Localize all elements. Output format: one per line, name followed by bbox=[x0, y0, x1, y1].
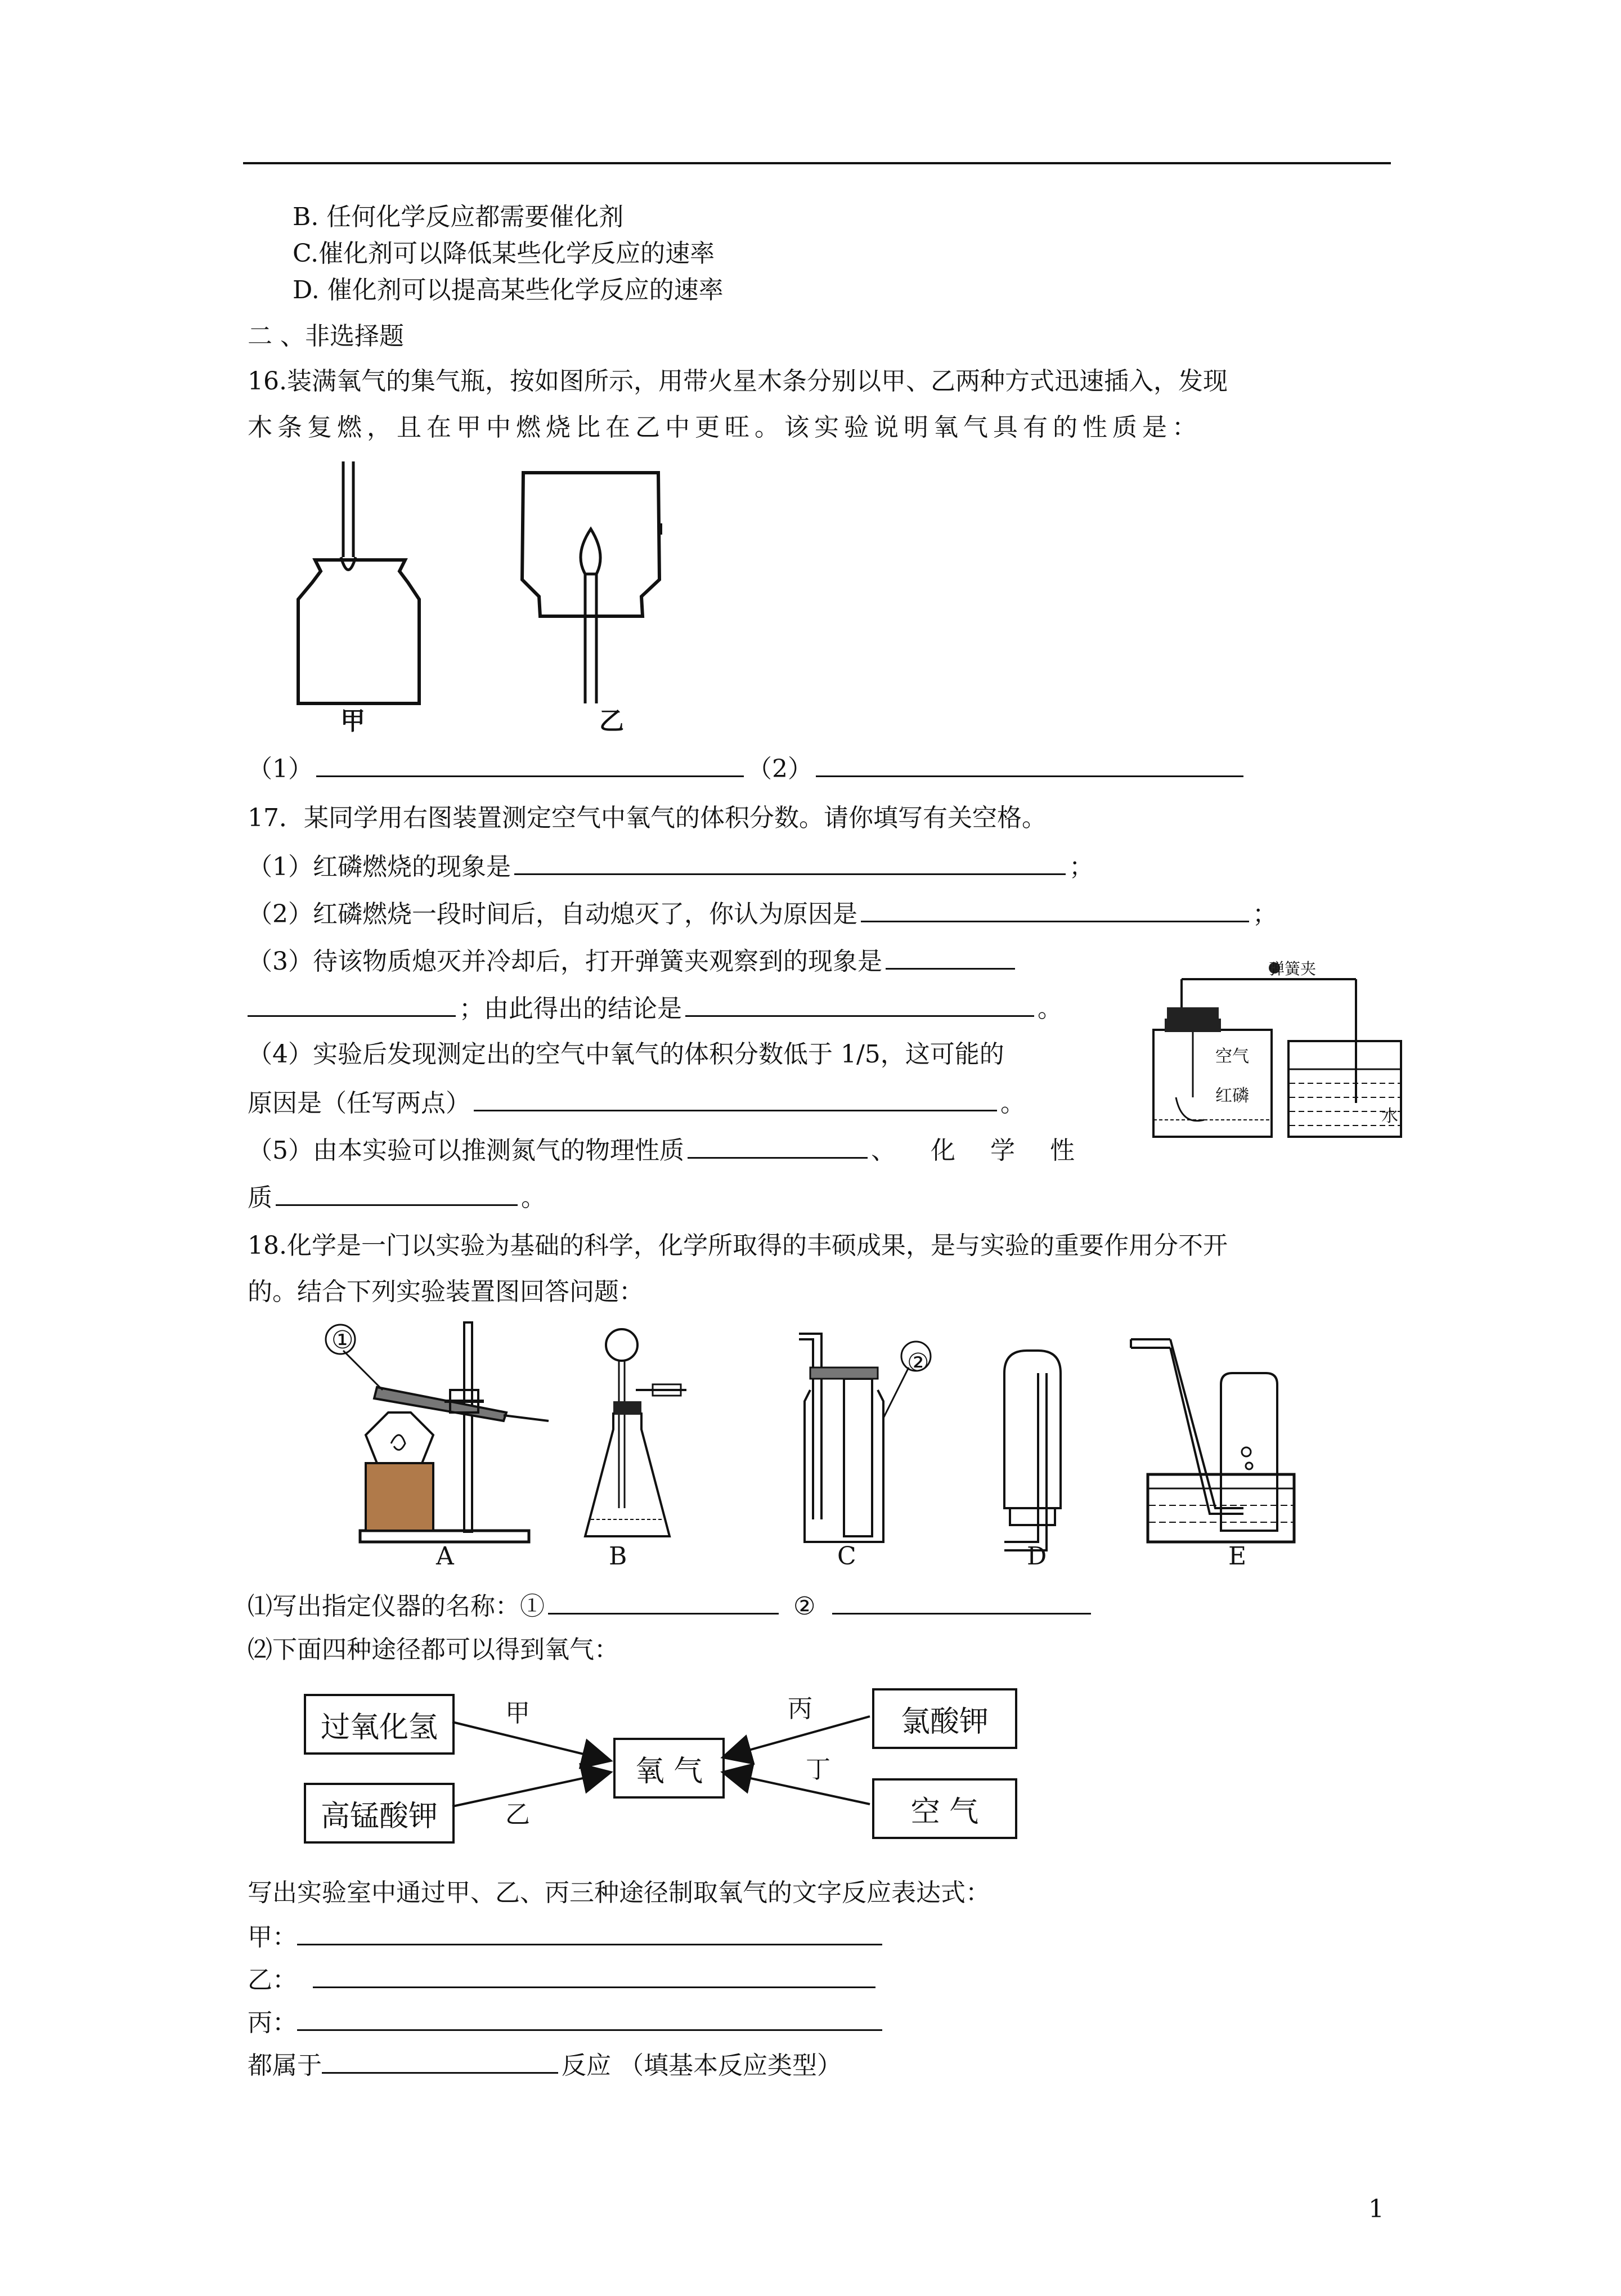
apparatus-label-b: B bbox=[609, 1542, 627, 1571]
q18-line1: 18.化学是一门以实验为基础的科学，化学所取得的丰硕成果，是与实验的重要作用分不开 bbox=[248, 1231, 1228, 1260]
q16-line2: 木条复燃，且在甲中燃烧比在乙中更旺。该实验说明氧气具有的性质是： bbox=[248, 413, 1202, 442]
page-number: 1 bbox=[1368, 2195, 1384, 2223]
q16-line1: 16.装满氧气的集气瓶，按如图所示，用带火星木条分别以甲、乙两种方式迅速插入，发现 bbox=[248, 367, 1228, 396]
box-h2o2: 过氧化氢 bbox=[304, 1694, 455, 1755]
q18-part2: ⑵下面四种途径都可以得到氧气： bbox=[248, 1635, 619, 1664]
label-yi: 乙 bbox=[599, 707, 624, 736]
fig-label-air: 空气 bbox=[1215, 1047, 1249, 1066]
apparatus-label-a: A bbox=[436, 1542, 454, 1571]
reaction-bing bbox=[248, 2007, 886, 2038]
q17-period: 。 bbox=[521, 1183, 546, 1212]
belong-line bbox=[248, 2050, 842, 2081]
q16-ans1-label: （1） bbox=[248, 755, 313, 783]
q17-part5a-text: （5）由本实验可以推测氮气的物理性质 bbox=[248, 1136, 684, 1165]
q17-period: 。 bbox=[1000, 1089, 1025, 1118]
box-kclo3: 氯酸钾 bbox=[872, 1688, 1017, 1749]
option-c: C.催化剂可以降低某些化学反应的速率 bbox=[293, 239, 715, 268]
apparatus-label-d: D bbox=[1027, 1542, 1047, 1571]
q18-part1-text: ⑴写出指定仪器的名称：① bbox=[248, 1592, 545, 1621]
reaction-yi-blank[interactable] bbox=[313, 1964, 875, 1988]
q17-semicolon: ； bbox=[1069, 853, 1094, 881]
reaction-bing-label: 丙： bbox=[248, 2008, 297, 2037]
belong-text-a: 都属于 bbox=[248, 2051, 322, 2080]
route-jia: 甲 bbox=[505, 1699, 530, 1728]
fig-label-phosphorus: 红磷 bbox=[1215, 1086, 1249, 1106]
fig-label-clip: 弹簧夹 bbox=[1269, 959, 1317, 978]
reaction-jia-label: 甲： bbox=[248, 1923, 297, 1952]
q17-part4a: （4）实验后发现测定出的空气中氧气的体积分数低于 1/5，这可能的 bbox=[248, 1040, 1004, 1069]
route-yi: 乙 bbox=[505, 1800, 530, 1829]
reaction-bing-blank[interactable] bbox=[297, 2007, 882, 2031]
q17-period: 。 bbox=[1038, 994, 1062, 1023]
reaction-yi bbox=[248, 1964, 879, 1995]
label-jia: 甲 bbox=[340, 707, 365, 736]
q17-part1-text: （1）红磷燃烧的现象是 bbox=[248, 853, 511, 881]
apparatus-label-e: E bbox=[1228, 1542, 1247, 1571]
q17-part3b-text: ；由此得出的结论是 bbox=[459, 994, 682, 1023]
q18-part3: 写出实验室中通过甲、乙、丙三种途径制取氧气的文字反应表达式： bbox=[248, 1878, 990, 1907]
q17-semicolon: ； bbox=[1252, 900, 1277, 929]
option-d: D. 催化剂可以提高某些化学反应的速率 bbox=[293, 276, 724, 304]
mark-2: ② bbox=[907, 1348, 930, 1377]
q16-ans2-label: （2） bbox=[747, 755, 812, 783]
reaction-jia-blank[interactable] bbox=[297, 1921, 882, 1945]
box-air: 空 气 bbox=[872, 1778, 1017, 1839]
mark-1: ① bbox=[331, 1326, 354, 1355]
apparatus-label-c: C bbox=[837, 1542, 856, 1571]
belong-text-b: 反应 （填基本反应类型） bbox=[562, 2051, 842, 2080]
q17-part4b-text: 原因是（任写两点） bbox=[248, 1089, 470, 1118]
q17-part5b-text: 、 化 学 性 bbox=[871, 1136, 1088, 1165]
q17-part2-text: （2）红磷燃烧一段时间后，自动熄灭了，你认为原因是 bbox=[248, 900, 857, 929]
option-b: B. 任何化学反应都需要催化剂 bbox=[293, 203, 624, 231]
q18-line2: 的。结合下列实验装置图回答问题： bbox=[248, 1277, 644, 1306]
q17-part3a-text: （3）待该物质熄灭并冷却后，打开弹簧夹观察到的现象是 bbox=[248, 947, 882, 976]
route-ding: 丁 bbox=[806, 1755, 830, 1784]
section-title: 二 、非选择题 bbox=[248, 322, 404, 351]
box-kmno4: 高锰酸钾 bbox=[304, 1783, 455, 1844]
q17-intro: 17．某同学用右图装置测定空气中氧气的体积分数。请你填写有关空格。 bbox=[248, 804, 1047, 832]
reaction-yi-label: 乙： bbox=[248, 1966, 297, 1994]
belong-blank[interactable] bbox=[322, 2050, 558, 2074]
q18-part1b-text: ② bbox=[793, 1592, 816, 1621]
route-bing: 丙 bbox=[788, 1694, 812, 1723]
box-o2: 氧 气 bbox=[613, 1738, 725, 1799]
fig-label-water: 水 bbox=[1381, 1106, 1398, 1126]
reaction-jia bbox=[248, 1921, 886, 1953]
q17-part5c-text: 质 bbox=[248, 1183, 272, 1212]
